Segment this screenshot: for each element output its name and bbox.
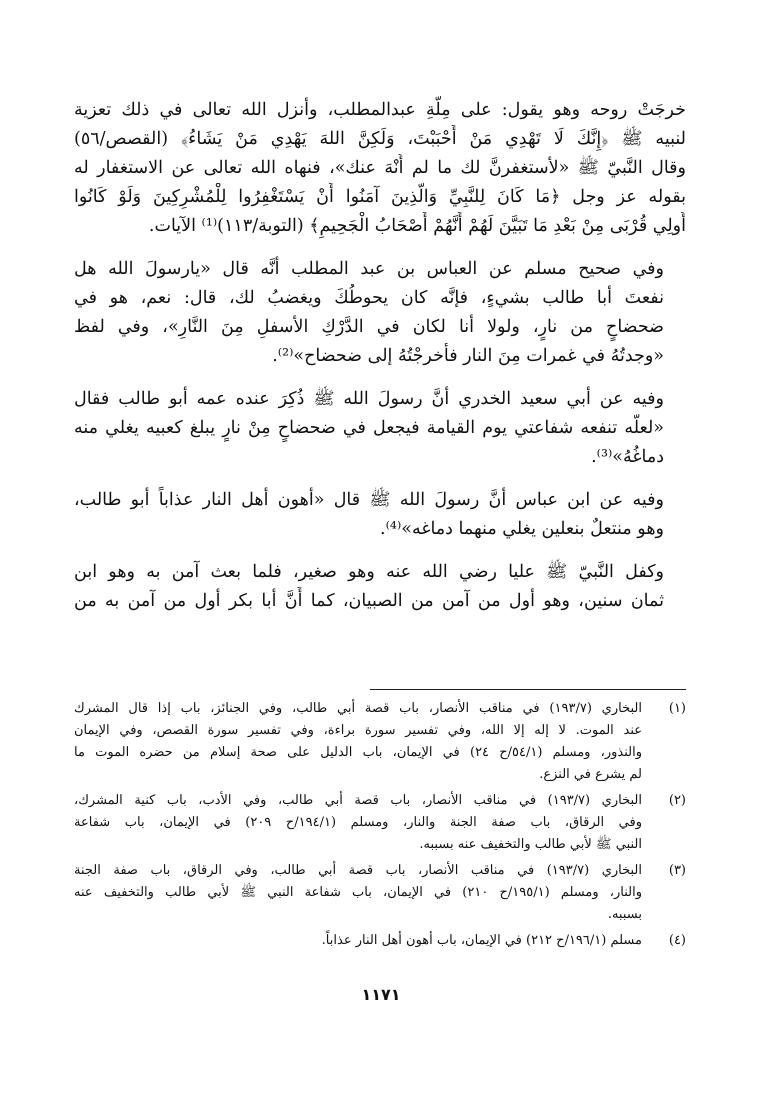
paragraph-4 xyxy=(74,486,686,544)
footnote-line: النبي ﷺ لأبي طالب والتخفيف عنه بسببه. xyxy=(419,837,642,852)
footnote-line: مسلم (١٩٦/١/ح ٢١٢) في الإيمان، باب أهون أهل النار عذاباً. xyxy=(321,933,642,948)
text-line: دماغُهُ»⁽³⁾. xyxy=(591,447,664,467)
footnote-separator xyxy=(370,689,686,690)
footnote-line: بسببه. xyxy=(607,907,642,922)
text-line: نفعتَ أبا طالب بشيءٍ، فإنَّه كان يحوطُكَ ويغضبُ لك، قال: نعم، هو في xyxy=(74,288,664,308)
footnote-line: وفي الرقاق، باب صفة الجنة والنار، ومسلم (١٩٤/١/ح ٢٠٩) في الإيمان، باب شفاعة xyxy=(74,815,642,830)
main-text xyxy=(74,96,686,630)
footnote-number: (٣) xyxy=(668,863,686,878)
text-line: أُولِي قُرْبَى مِنْ بَعْدِ مَا تَبَيَّنَ لَهُمْ أَنَّهُمْ أَصْحَابُ الْجَحِيمِ﴾ (التوبة/١١٣)⁽¹⁾ الآيات. xyxy=(148,216,686,236)
footnote-2 xyxy=(74,790,686,856)
footnote-3 xyxy=(74,860,686,926)
text-line: خرجَتْ روحه وهو يقول: على مِلَّةِ عبدالمطلب، وأنزل الله تعالى في ذلك تعزية xyxy=(74,100,686,120)
footnote-1 xyxy=(74,698,686,786)
paragraph-1 xyxy=(74,96,686,241)
footnote-line: لم يشرع في النزع. xyxy=(539,767,642,782)
footnote-line: البخاري (١٩٣/٧) في مناقب الأنصار، باب قصة أبي طالب، وفي الأدب، باب كنية المشرك، xyxy=(74,793,642,808)
footnote-line: والنار، ومسلم (١٩٥/١/ح ٢١٠) في الإيمان، باب شفاعة النبي ﷺ لأبي طالب والتخفيف عنه xyxy=(74,885,642,900)
footnotes xyxy=(74,698,686,956)
text-line: وفيه عن ابن عباس أنَّ رسولَ الله ﷺ قال «أهون أهل النار عذاباً أبو طالب، xyxy=(74,490,664,510)
footnote-text xyxy=(74,930,642,952)
footnote-line: عند الموت. لا إله إلا الله، وفي تفسير سورة براءة، وفي تفسير سورة القصص، وفي الإيمان xyxy=(74,723,642,738)
paragraph-5 xyxy=(74,558,686,616)
footnote-number: (٤) xyxy=(668,933,686,948)
text-line: وفيه عن أبي سعيد الخدري أنَّ رسولَ الله ﷺ ذُكِرَ عنده عمه أبو طالب فقال xyxy=(74,389,664,409)
text-line: ثمان سنين، وهو أول من آمن من الصبيان، كما أَنَّ أبا بكر أول من آمن به من xyxy=(74,591,664,611)
footnote-line: والنذور، ومسلم (٥٤/١/ح ٢٤) في الإيمان، باب الدليل على صحة إسلام من حضره الموت ما xyxy=(74,745,642,760)
text-line: «وجدتُهُ في غمرات مِنَ النار فأخرجْتُهُ إلى ضحضاح»⁽²⁾. xyxy=(272,346,664,366)
text-line: لنبيه ﷺ ﴿إِنَّكَ لَا تَهْدِي مَنْ أَحْبَبْتَ، وَلَكِنَّ اللهَ يَهْدِي مَنْ يَشَاءُ﴾ (القصص/٥٦) xyxy=(74,129,686,149)
text-line: ضحضاحٍ من نارٍ، ولولا أنا لكان في الدَّرْكِ الأسفلِ مِنَ النَّارِ»، وفي لفظ xyxy=(74,317,664,337)
footnote-text xyxy=(74,860,642,926)
text-line: بقوله عز وجل ﴿مَا كَانَ لِلنَّبِيِّ وَالَّذِينَ آمَنُوا أَنْ يَسْتَغْفِرُوا لِلْمُشْرِكِينَ وَلَوْ كَانُوا xyxy=(74,187,686,207)
footnote-4 xyxy=(74,930,686,952)
paragraph-3 xyxy=(74,385,686,472)
page-number: ١١٧١ xyxy=(361,985,401,1004)
footnote-text xyxy=(74,698,642,786)
footnote-number: (٢) xyxy=(668,793,686,808)
text-line: وفي صحيح مسلم عن العباس بن عبد المطلب أنَّه قال «يارسولَ الله هل xyxy=(74,259,664,279)
footnote-line: البخاري (١٩٣/٧) في مناقب الأنصار، باب قصة أبي طالب، وفي الرقاق، باب صفة الجنة xyxy=(74,863,642,878)
text-line: وهو منتعلٌ بنعلين يغلي منهما دماغه»⁽⁴⁾. xyxy=(380,519,664,539)
footnote-number: (١) xyxy=(668,701,686,716)
footnote-text xyxy=(74,790,642,856)
text-line: وكفل النَّبيّ ﷺ عليا رضي الله عنه وهو صغير، فلما بعث آمن به وهو ابن xyxy=(74,562,664,582)
paragraph-2 xyxy=(74,255,686,371)
text-line: وقال النَّبيّ ﷺ «لأستغفرنَّ لك ما لم أُنْهَ عنك»، فنهاه الله تعالى عن الاستغفار له xyxy=(74,158,686,178)
footnote-line: البخاري (١٩٣/٧) في مناقب الأنصار، باب قصة أبي طالب، وفي الجنائز، باب إذا قال المشرك xyxy=(74,701,642,716)
text-line: «لعلَّه تنفعه شفاعتي يوم القيامة فيجعل في ضحضاحٍ مِنْ نارٍ يبلغ كعبيه يغلي منه xyxy=(74,418,664,438)
